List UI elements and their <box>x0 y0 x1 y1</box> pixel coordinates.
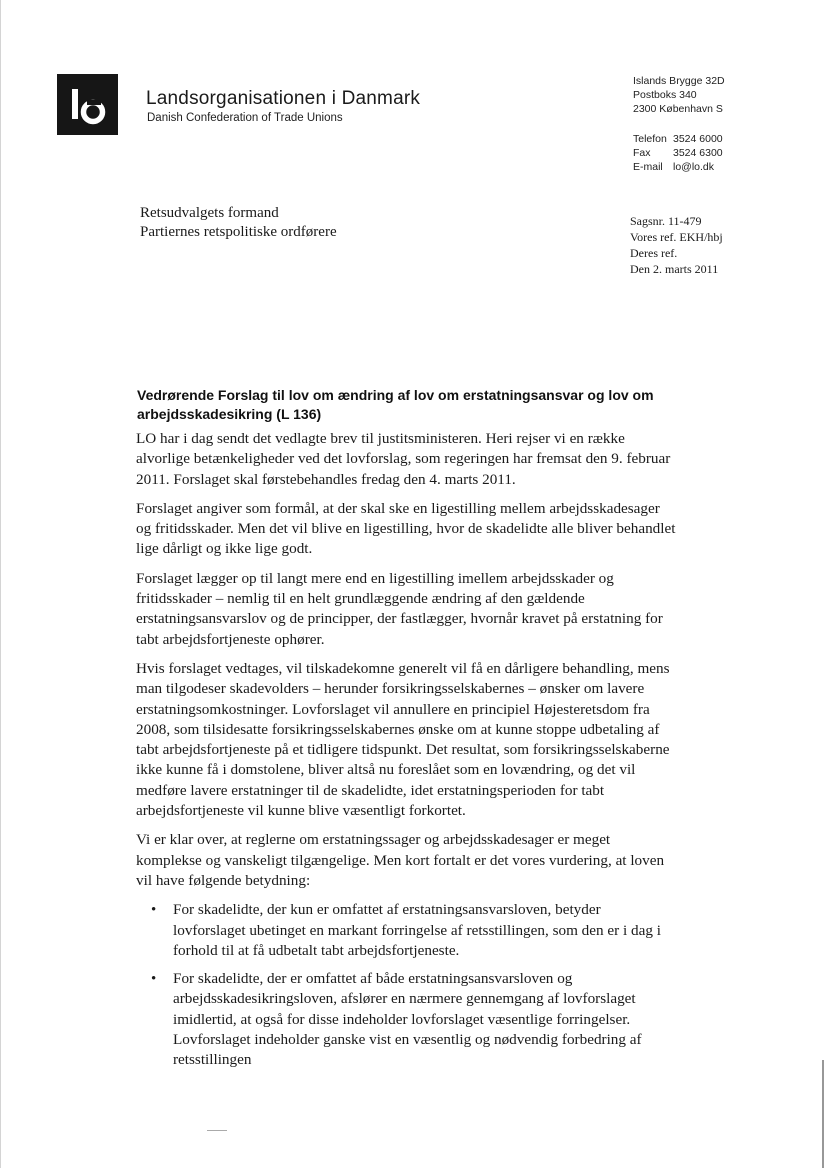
email-value[interactable]: lo@lo.dk <box>673 161 715 173</box>
scan-left-edge <box>0 0 1 1168</box>
bullet-icon: • <box>151 971 157 988</box>
organisation-subtitle: Danish Confederation of Trade Unions <box>147 112 343 124</box>
body-paragraph: LO har i dag sendt det vedlagte brev til justitsministeren. Heri rejser vi en række alvorlige betænkeligheder ved det lovforslag, som regeringen har fremsat den 9. februar 2011. Forslaget skal førstebehandles fredag den 4. marts 2011. <box>136 430 671 488</box>
list-item-text: For skadelidte, der kun er omfattet af erstatningsansvarsloven, betyder lovforslaget ubetinget en markant forringelse af retsstillingen, som den er i dag i forhold til at få udbetalt tabt arbejdsfortjeneste. <box>173 901 661 959</box>
fax-row <box>633 146 725 160</box>
bullet-icon: • <box>151 902 157 919</box>
recipient-line: Retsudvalgets formand <box>140 205 279 221</box>
lo-logo <box>57 74 118 135</box>
recipients-block <box>140 204 337 242</box>
body-paragraph: Forslaget lægger op til langt mere end en ligestilling imellem arbejdsskader og fritidsskader – nemlig til en helt grundlæggende ændring af den gældende erstatningsansvarslov og de principper, der fastlægger, hvornår kravet på erstatning for tabt arbejdsfortjeneste ophører. <box>136 569 663 648</box>
fax-value: 3524 6300 <box>673 147 723 159</box>
body-paragraph: Vi er klar over, at reglerne om erstatningssager og arbejdsskadesager er meget komplekse og vanskeligt tilgængelige. Men kort fortalt er det vores vurdering, at loven vil have følgende betydning: <box>136 831 665 889</box>
case-number: Sagsnr. 11-479 <box>630 214 702 228</box>
body-paragraph: Forslaget angiver som formål, at der skal ske en ligestilling mellem arbejdsskadesager og fritidsskader. Men det vil blive en ligestilling, hvor de skadelidte alle bliver behandlet lige dårligt og ikke lige godt. <box>136 499 676 558</box>
list-item <box>136 969 676 1070</box>
email-label: E-mail <box>633 161 663 173</box>
address-line: Postboks 340 <box>633 89 697 101</box>
reference-block <box>630 213 723 277</box>
phone-label: Telefon <box>633 133 667 145</box>
letter-body <box>136 429 676 1079</box>
contact-block <box>633 74 725 174</box>
body-paragraph: Hvis forslaget vedtages, vil tilskadekomne generelt vil få en dårligere behandling, mens man tilgodeser skadevolders – herunder forsikringsselskabernes – ønsker om lavere erstatningsomkostninger. Lovforslaget vil annullere en principiel Højesteretsdom fra 2008, som tilsidesatte forsikringsselskabernes ønske om at kunne stoppe udbetaling af tabt arbejdsfortjeneste på et tidligere tidspunkt. Det resultat, som forsikringsselskaberne ikke kunne få i domstolene, bliver altså nu foreslået som en lovændring, og det vil medføre lavere erstatninger til de skadelidte, idet erstatningsperioden for tabt arbejdsfortjeneste vil kunne blive væsentligt forkortet. <box>136 659 670 820</box>
your-reference: Deres ref. <box>630 246 678 260</box>
letter-subject: Vedrørende Forslag til lov om ændring af lov om erstatningsansvar og lov om arbejdsskadesikring (L 136) <box>137 387 654 422</box>
lo-logo-mark <box>57 74 118 135</box>
phone-value: 3524 6000 <box>673 133 723 145</box>
list-item <box>136 900 676 961</box>
page-footer-mark <box>207 1130 227 1131</box>
address-line: Islands Brygge 32D <box>633 75 725 87</box>
phone-row <box>633 132 725 146</box>
our-reference: Vores ref. EKH/hbj <box>630 230 723 244</box>
fax-label: Fax <box>633 147 651 159</box>
address-line: 2300 København S <box>633 103 723 115</box>
list-item-text: For skadelidte, der er omfattet af både erstatningsansvarsloven og arbejdsskadesikringsloven, afslører en nærmere gennemgang af lovforslaget imidlertid, at også for disse indeholder lovforslaget væsentlige forringelser. Lovforslaget indeholder ganske vist en væsentlig og nødvendig forbedring af retsstillingen <box>173 970 642 1069</box>
letter-date: Den 2. marts 2011 <box>630 262 719 276</box>
consequence-list <box>136 900 676 1070</box>
email-row <box>633 160 725 174</box>
organisation-name: Landsorganisationen i Danmark <box>146 88 421 109</box>
scan-right-edge <box>822 1060 824 1168</box>
recipient-line: Partiernes retspolitiske ordførere <box>140 224 337 240</box>
